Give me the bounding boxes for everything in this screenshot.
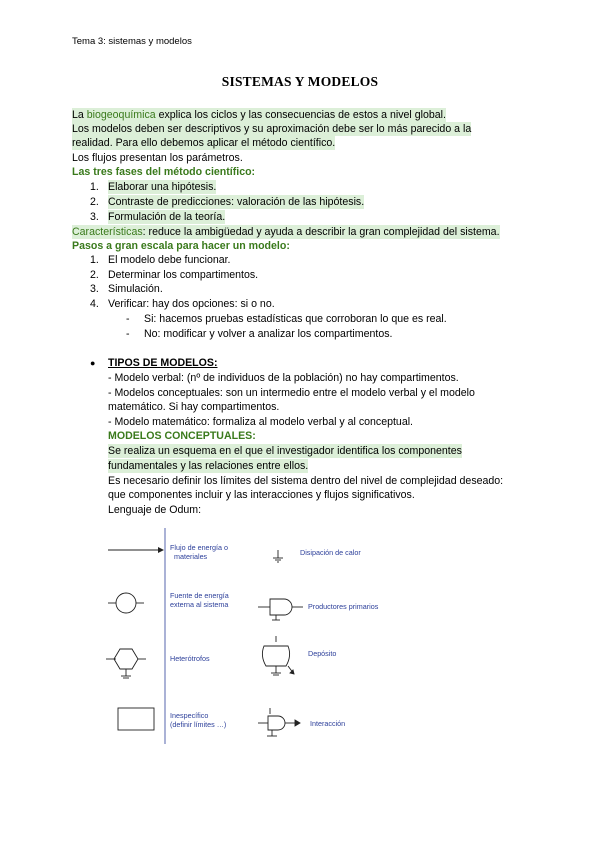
conceptual-line: fundamentales y las relaciones entre ellos.: [108, 460, 309, 472]
label-flujo: materiales: [174, 552, 208, 561]
types-heading: TIPOS DE MODELOS:: [108, 357, 218, 369]
energy-source-icon: [108, 593, 144, 613]
label-fuente: externa al sistema: [170, 600, 229, 609]
types-line: - Modelos conceptuales: son un intermedio entre el modelo verbal y el modelo: [108, 387, 475, 399]
phase-number: 1.: [90, 181, 99, 193]
sub-dash: -: [126, 313, 130, 325]
intro-text: explica los ciclos y las consecuencias de estos a nivel global.: [155, 109, 446, 121]
unspecified-box-icon: [118, 708, 154, 730]
producers-icon: [258, 599, 303, 620]
characteristics-text: : reduce la ambigüedad y ayuda a describir la gran complejidad del sistema.: [142, 226, 500, 238]
label-interaccion: Interacción: [310, 719, 346, 728]
page-header: Tema 3: sistemas y modelos: [72, 36, 192, 47]
step-number: 4.: [90, 298, 99, 310]
bullet-icon: ●: [90, 358, 96, 368]
characteristics-label: Características: [72, 226, 143, 238]
conceptual-line: Se realiza un esquema en el que el investigador identifica los componentes: [108, 445, 462, 457]
types-line: - Modelo verbal: (nº de individuos de la población) no hay compartimentos.: [108, 372, 459, 384]
step-item: Simulación.: [108, 283, 163, 295]
deposit-icon: [262, 636, 294, 675]
conceptual-line: Es necesario definir los límites del sistema dentro del nivel de complejidad deseado:: [108, 475, 504, 487]
sub-item-si: Si: hacemos pruebas estadísticas que corroboran lo que es real.: [144, 313, 447, 325]
phases-heading: Las tres fases del método científico:: [72, 166, 256, 178]
phase-number: 2.: [90, 196, 99, 208]
characteristics-line: [72, 225, 500, 239]
step-item: Verificar: hay dos opciones: si o no.: [108, 298, 275, 310]
label-heterotrofos: Heterótrofos: [170, 654, 210, 663]
intro-line-3: realidad. Para ello debemos aplicar el método científico.: [72, 137, 336, 149]
sub-dash: -: [126, 328, 130, 340]
step-item: Determinar los compartimentos.: [108, 269, 259, 281]
heat-sink-icon: [273, 550, 283, 562]
label-disipacion: Disipación de calor: [300, 548, 361, 557]
steps-heading: Pasos a gran escala para hacer un modelo:: [72, 240, 290, 252]
interaction-icon: [258, 708, 300, 736]
label-flujo: Flujo de energía o: [170, 543, 228, 552]
biogeoquimica-term: biogeoquímica: [86, 109, 156, 121]
intro-text: La: [72, 109, 87, 121]
heterotroph-icon: [106, 649, 146, 678]
label-productores: Productores primarios: [308, 602, 379, 611]
types-line: matemático. Si hay compartimentos.: [108, 401, 280, 413]
phase-item: Contraste de predicciones: valoración de las hipótesis.: [108, 196, 365, 208]
phase-item: Elaborar una hipótesis.: [108, 181, 217, 193]
intro-line-2: Los modelos deben ser descriptivos y su aproximación debe ser lo más parecido a la: [72, 123, 472, 135]
odum-diagram: [100, 528, 430, 748]
step-number: 3.: [90, 283, 99, 295]
conceptual-line: que componentes incluir y las interacciones y flujos significativos.: [108, 489, 415, 501]
odum-intro: Lenguaje de Odum:: [108, 504, 202, 516]
label-deposito: Depósito: [308, 649, 337, 658]
label-inespecifico: (definir límites …): [170, 720, 227, 729]
step-number: 1.: [90, 254, 99, 266]
step-item: El modelo debe funcionar.: [108, 254, 231, 266]
step-number: 2.: [90, 269, 99, 281]
odum-symbols: [100, 528, 430, 748]
phase-item: Formulación de la teoría.: [108, 211, 226, 223]
sub-item-no: No: modificar y volver a analizar los compartimentos.: [144, 328, 393, 340]
page-title: SISTEMAS Y MODELOS: [221, 74, 379, 89]
intro-line-4: Los flujos presentan los parámetros.: [72, 152, 243, 164]
types-line: - Modelo matemático: formaliza al modelo verbal y al conceptual.: [108, 416, 414, 428]
flow-arrow-icon: [108, 547, 164, 553]
label-fuente: Fuente de energía: [170, 591, 229, 600]
label-inespecifico: Inespecífico: [170, 711, 209, 720]
phase-number: 3.: [90, 211, 99, 223]
intro-line-1: [72, 108, 446, 122]
conceptual-heading: MODELOS CONCEPTUALES:: [108, 430, 256, 442]
